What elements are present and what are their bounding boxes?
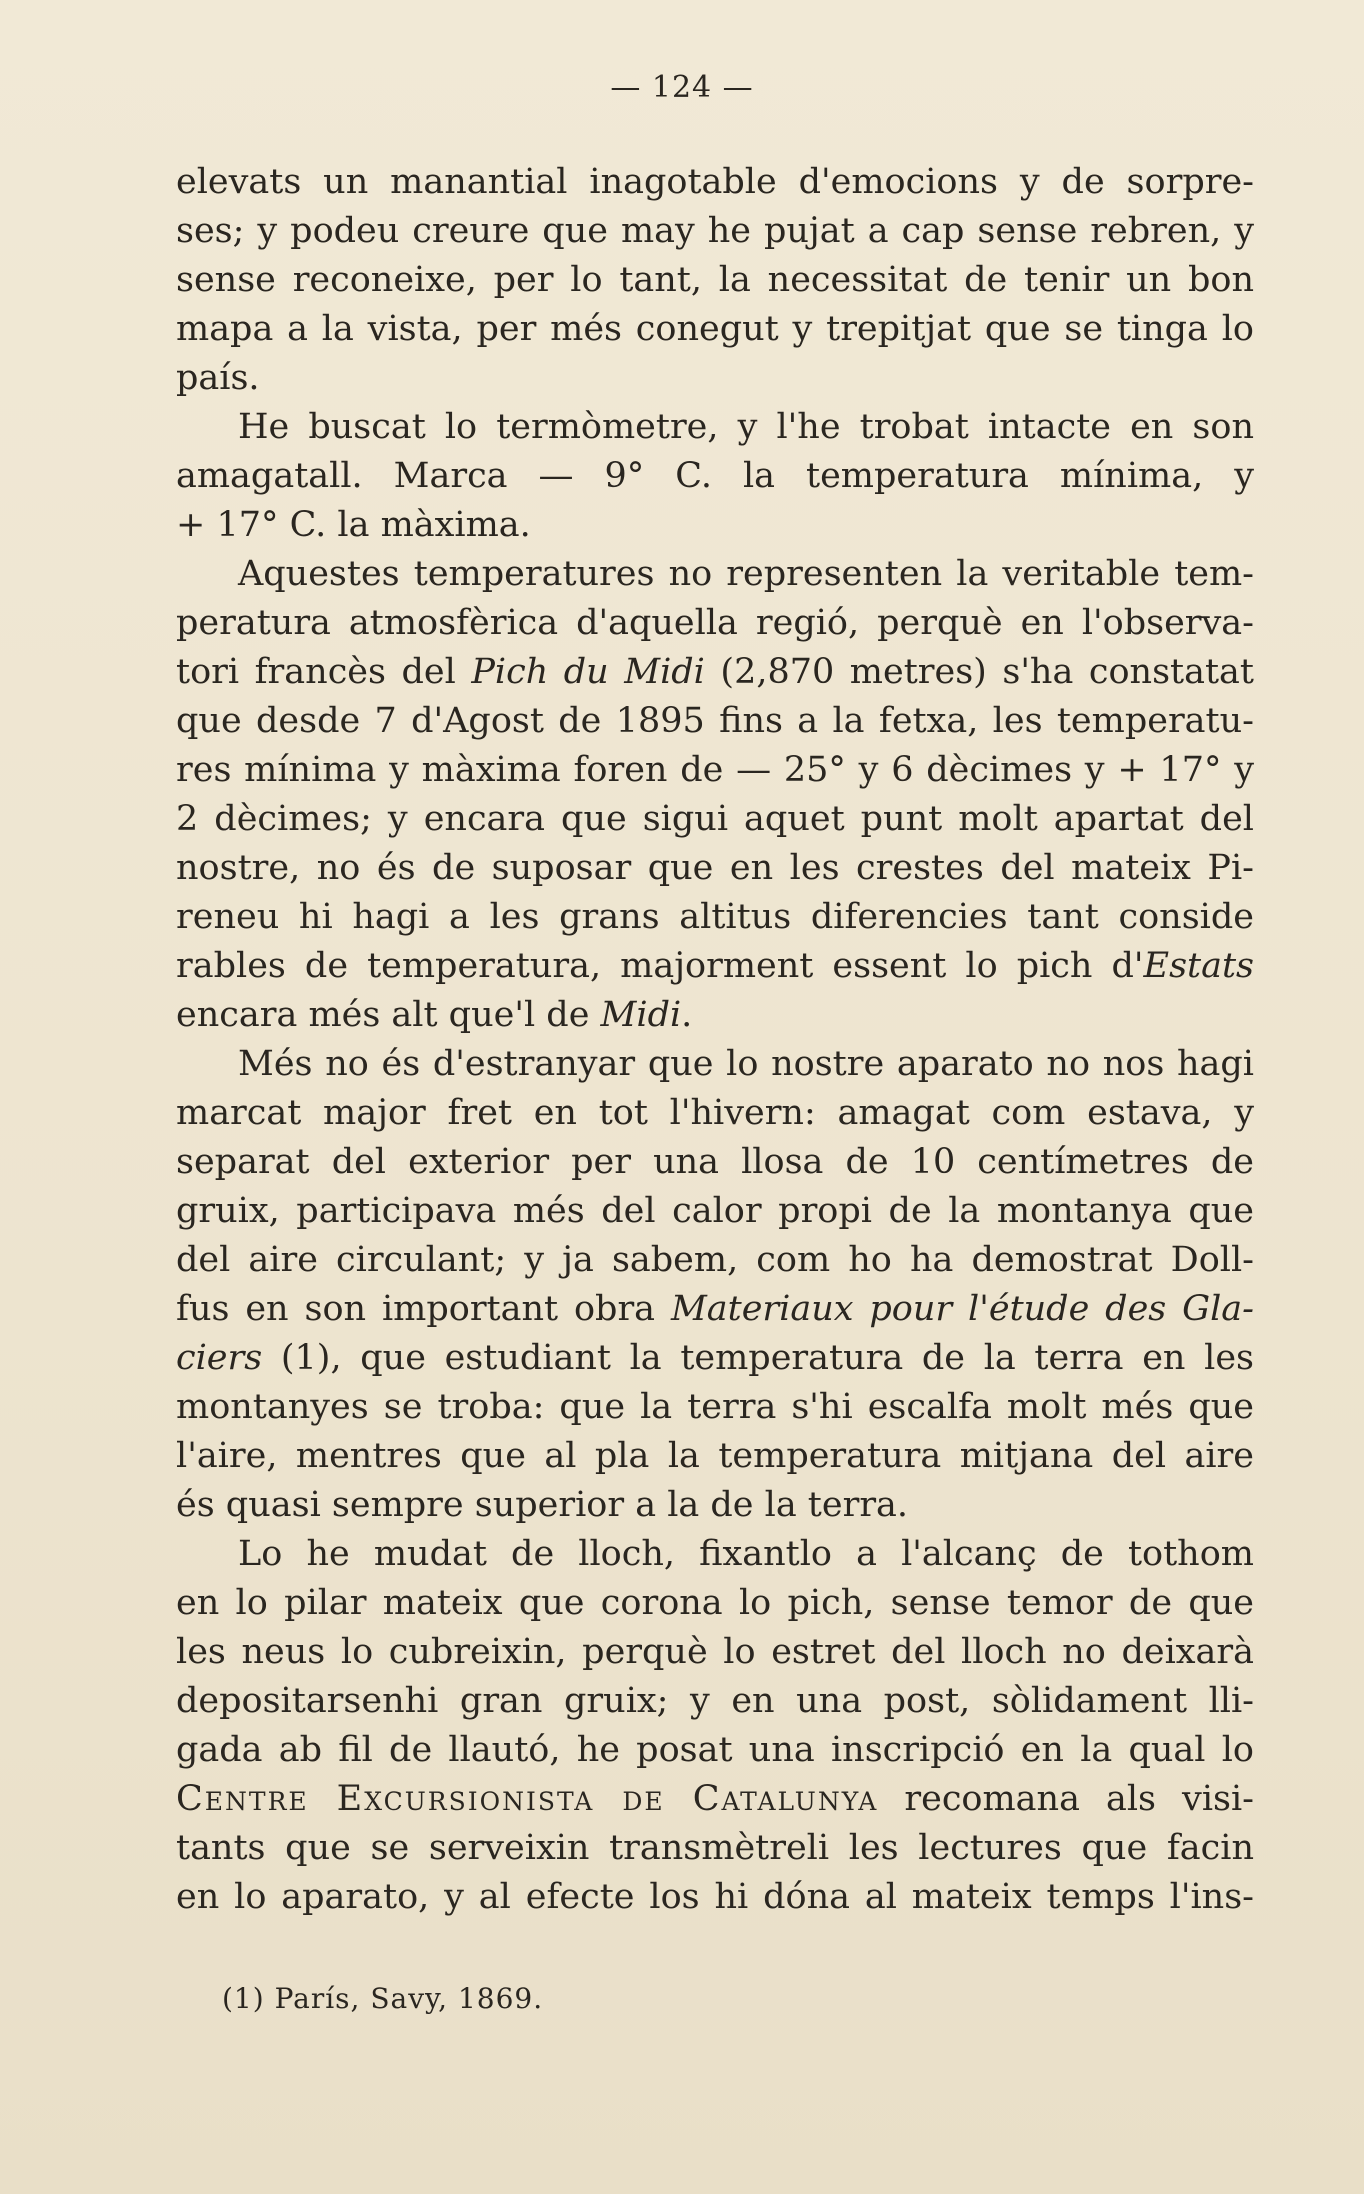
italic-term: Estats — [1143, 946, 1254, 986]
text-line: país. — [176, 358, 260, 398]
text-line: Centre Excursionista de Catalunya recomana als visi- — [176, 1779, 1254, 1819]
text-line: que desde 7 d'Agost de 1895 fins a la fetxa, les temperatu- — [176, 701, 1254, 741]
text-line: elevats un manantial inagotable d'emocions y de sorpre- — [176, 162, 1254, 202]
text-line: en lo aparato, y al efecte los hi dóna al mateix temps l'ins- — [176, 1877, 1254, 1917]
text-line: + 17° C. la màxima. — [176, 505, 531, 545]
text-line: Aquestes temperatures no representen la veritable tem- — [238, 554, 1254, 594]
text-line: del aire circulant; y ja sabem, com ho ha demostrat Doll- — [176, 1240, 1254, 1280]
text-line: sense reconeixe, per lo tant, la necessitat de tenir un bon — [176, 260, 1254, 300]
page-number: — 124 — — [610, 70, 754, 105]
text-line: He buscat lo termòmetre, y l'he trobat intacte en son — [238, 407, 1254, 447]
text-line: peratura atmosfèrica d'aquella regió, perquè en l'observa- — [176, 603, 1254, 643]
italic-term: Midi — [600, 995, 682, 1035]
text-line: montanyes se troba: que la terra s'hi escalfa molt més que — [176, 1387, 1254, 1427]
text-line: gada ab fil de llautó, he posat una inscripció en la qual lo — [176, 1730, 1254, 1770]
text-line: reneu hi hagi a les grans altitus diferencies tant conside — [176, 897, 1254, 937]
text-line: amagatall. Marca — 9° C. la temperatura mínima, y — [176, 456, 1254, 496]
italic-term: Pich du Midi — [471, 652, 705, 692]
text-line: ciers (1), que estudiant la temperatura de la terra en les — [176, 1338, 1254, 1378]
text-line: depositarsenhi gran gruix; y en una post, sòlidament lli- — [176, 1681, 1254, 1721]
text-line: és quasi sempre superior a la de la terra. — [176, 1485, 909, 1525]
text-line: ses; y podeu creure que may he pujat a cap sense rebren, y — [176, 211, 1254, 251]
text-line: res mínima y màxima foren de — 25° y 6 dècimes y + 17° y — [176, 750, 1254, 790]
text-line: mapa a la vista, per més conegut y trepitjat que se tinga lo — [176, 309, 1254, 349]
text-line: Més no és d'estranyar que lo nostre aparato no nos hagi — [238, 1044, 1254, 1084]
text-line: Lo he mudat de lloch, fixantlo a l'alcanç de tothom — [238, 1534, 1254, 1574]
text-line: 2 dècimes; y encara que sigui aquet punt molt apartat del — [176, 799, 1254, 839]
italic-title: ciers — [176, 1338, 263, 1378]
body-text — [176, 158, 1254, 1922]
footnote: (1) París, Savy, 1869. — [222, 1982, 544, 2015]
text-line: encara més alt que'l de Midi. — [176, 995, 693, 1035]
text-line: tants que se serveixin transmètreli les lectures que facin — [176, 1828, 1254, 1868]
italic-title: Materiaux pour l'étude des Gla- — [670, 1289, 1254, 1329]
text-line: fus en son important obra Materiaux pour l'étude des Gla- — [176, 1289, 1254, 1329]
text-line: les neus lo cubreixin, perquè lo estret del lloch no deixarà — [176, 1632, 1254, 1672]
text-line: tori francès del Pich du Midi (2,870 metres) s'ha constatat — [176, 652, 1254, 692]
text-line: en lo pilar mateix que corona lo pich, sense temor de que — [176, 1583, 1254, 1623]
text-line: nostre, no és de suposar que en les crestes del mateix Pi- — [176, 848, 1254, 888]
text-line: rables de temperatura, majorment essent lo pich d'Estats — [176, 946, 1254, 986]
text-line: gruix, participava més del calor propi de la montanya que — [176, 1191, 1254, 1231]
text-line: marcat major fret en tot l'hivern: amagat com estava, y — [176, 1093, 1254, 1133]
organization-name: Centre Excursionista de Catalunya — [176, 1779, 879, 1819]
text-line: separat del exterior per una llosa de 10 centímetres de — [176, 1142, 1254, 1182]
text-line: l'aire, mentres que al pla la temperatura mitjana del aire — [176, 1436, 1254, 1476]
